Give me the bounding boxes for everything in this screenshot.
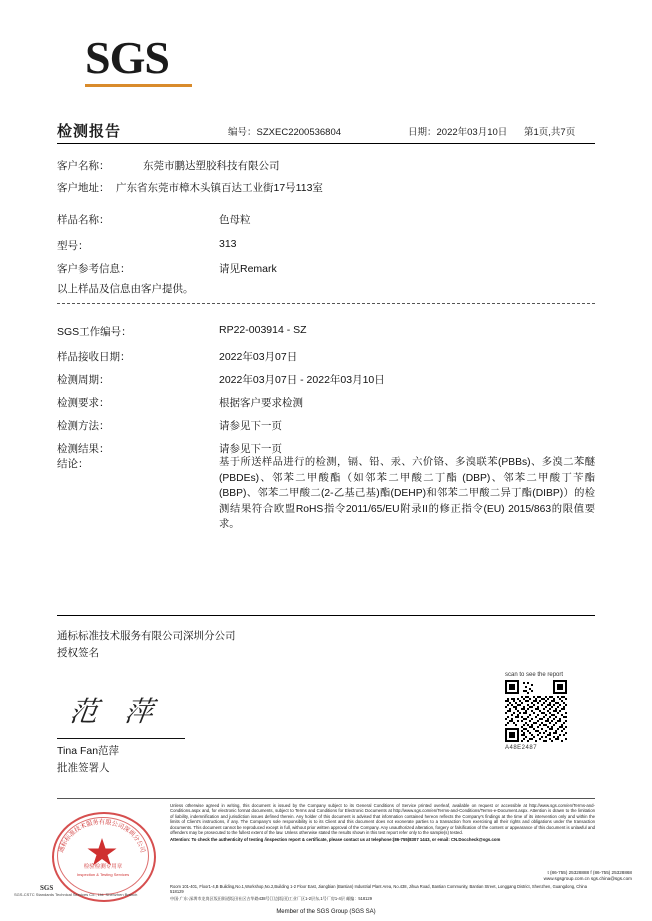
- report-number-label: 编号：: [228, 127, 257, 138]
- test-method-label: 检测方法：: [57, 420, 110, 432]
- footer-contact: [544, 870, 632, 882]
- conclusion-label: 结论：: [57, 458, 89, 470]
- footer-branch-line: Shenzhen Branch: [105, 892, 138, 897]
- client-address-value: 广东省东莞市樟木头镇百达工业街17号113室: [116, 182, 323, 194]
- footer-member-note: Member of the SGS Group (SGS SA): [276, 909, 376, 915]
- footer-fax: f (86-755) 25328868: [590, 870, 632, 875]
- test-method-value: 请参见下一页: [219, 420, 282, 432]
- job-number-value: RP22-003914 - SZ: [219, 324, 307, 336]
- footer-address-cn: [170, 896, 595, 901]
- test-requirement-value: 根据客户要求检测: [219, 397, 303, 409]
- logo-underline-accent: [85, 84, 192, 87]
- footer-address-en: Room 101-401, Floor1-4,B Building,No.1,Workshop,No.2,Building 1-2 Floor East, Jiangbian (Bantian) Industrial Plant Area, No.438, Jihua Road, Bantian Community, Bantian Street, Longgang District, Shenzhen, Guangdong, China 518129: [170, 884, 587, 895]
- signature-divider: [57, 615, 595, 616]
- client-reference-label: 客户参考信息：: [57, 263, 131, 275]
- report-number: [228, 124, 341, 138]
- qr-code-id: A48E2487: [505, 745, 538, 751]
- footer-disclaimer-text: Unless otherwise agreed in writing, this document is issued by the Company subject to its General Conditions of Service printed overleaf, available on request or accessible at http://www.sgs.com/en/Terms-and-Conditions.aspx and, for electronic format documents, subject to Terms and Conditions for Electronic Documents at http://www.sgs.com/en/Terms-and-Conditions/Terms-e-Document.aspx. Attention is drawn to the limitation of liability, indemnification and jurisdiction issues defined therein. Any holder of this document is advised that information contained hereon reflects the Company's findings at the time of its intervention only and within the limits of Client's instructions, if any. The Company's sole responsibility is to its Client and this document does not exonerate parties to a transaction from exercising all their rights and obligations under the transaction documents. This document cannot be reproduced except in full, without prior written approval of the Company. Any unauthorized alteration, forgery or falsification of the content or appearance of this document is unlawful and offenders may be prosecuted to the fullest extent of the law. Unless otherwise stated the results shown in this test report refer only to the sample(s) tested.: [170, 803, 595, 836]
- test-period-value: 2022年03月07日 - 2022年03月10日: [219, 374, 385, 386]
- footer-company-line: SGS-CSTC Standards Technical Services Co., Ltd.: [14, 892, 105, 897]
- test-result-value: 请参见下一页: [219, 443, 282, 455]
- footer-address-cn-text: 中国·广东·深圳市龙岗区坂田街道坂田社区吉华路438号江边(坂田)工业厂区1-2层东,1号厂房1-4层 邮编：518129: [170, 896, 372, 901]
- report-number-value: SZXEC2200536804: [256, 127, 342, 138]
- footer-sgs-mark: SGS: [40, 884, 54, 892]
- qr-caption: scan to see the report: [505, 672, 564, 678]
- sample-name-label: 样品名称：: [57, 214, 110, 226]
- job-number-label: SGS工作编号：: [57, 326, 132, 338]
- test-requirement-label: 检测要求：: [57, 397, 110, 409]
- received-date-label: 样品接收日期：: [57, 351, 131, 363]
- sample-model-value: 313: [219, 238, 237, 250]
- footer-company-name: [14, 892, 164, 897]
- signatory-name: Tina Fan范萍: [57, 745, 120, 757]
- page-title: 检测报告: [57, 123, 122, 140]
- sgs-logo: SGS: [85, 32, 169, 83]
- signatory-role: 批准签署人: [57, 762, 110, 774]
- footer-authenticity-warning: Attention: To check the authenticity of testing /inspection report & certificate, please contact us at telephone:(86-755)8307 1443, or email: CN.Doccheck@sgs.com: [170, 837, 501, 843]
- footer-divider: [57, 798, 595, 799]
- qr-code-icon[interactable]: [505, 680, 567, 742]
- client-name-label: 客户名称：: [57, 160, 110, 172]
- sample-provided-note: 以上样品及信息由客户提供。: [57, 283, 194, 295]
- test-result-label: 检测结果：: [57, 443, 110, 455]
- signing-company: 通标标准技术服务有限公司深圳分公司: [57, 630, 236, 642]
- seal-center-text-en: Inspection & Testing Services: [76, 872, 130, 877]
- sample-name-value: 色母粒: [219, 214, 251, 226]
- report-date-value: 2022年03月10日: [436, 127, 508, 138]
- svg-text:通标标准技术服务有限公司深圳分公司: 通标标准技术服务有限公司深圳分公司: [57, 819, 147, 854]
- header-divider: [57, 143, 595, 144]
- client-reference-value: 请见Remark: [219, 263, 277, 275]
- client-name-value: 东莞市鹏达塑胶科技有限公司: [143, 160, 280, 172]
- seal-center-text-cn: 检验检测专用章: [83, 864, 123, 870]
- footer-tel: t (86-755) 25328888: [547, 870, 590, 875]
- footer-website[interactable]: www.sgsgroup.com.cn: [543, 876, 590, 881]
- client-address-label: 客户地址：: [57, 182, 110, 194]
- company-seal-stamp: [52, 812, 157, 902]
- conclusion-value: 基于所送样品进行的检测，镉、铅、汞、六价铬、多溴联苯(PBBs)、多溴二苯醚(PBDEs)、邻苯二甲酸酯（如邻苯二甲酸二丁酯 (DBP)、邻苯二甲酸丁苄酯(BBP)、邻苯二甲酸二(2-乙基己基)酯(DEHP)和邻苯二甲酸二异丁酯(DIBP)）的检测结果符合欧盟RoHS指令2011/65/EU附录II的修正指令(EU) 2015/863的限值要求。: [219, 457, 595, 530]
- seal-arc-text: [52, 812, 152, 898]
- page-counter: 第1页,共7页: [524, 127, 576, 138]
- section-divider-dashed: [57, 303, 595, 304]
- received-date-value: 2022年03月07日: [219, 351, 298, 363]
- seal-center-text: [68, 864, 138, 878]
- handwritten-signature: 范 萍: [67, 697, 165, 728]
- test-period-label: 检测周期：: [57, 374, 110, 386]
- footer-email[interactable]: sgs.china@sgs.com: [590, 876, 632, 881]
- report-date: [408, 124, 507, 138]
- report-date-label: 日期：: [408, 127, 437, 138]
- footer-disclaimer: [170, 803, 595, 843]
- authorized-signature-label: 授权签名: [57, 647, 99, 659]
- signature-line: [57, 738, 185, 739]
- sample-model-label: 型号：: [57, 240, 89, 252]
